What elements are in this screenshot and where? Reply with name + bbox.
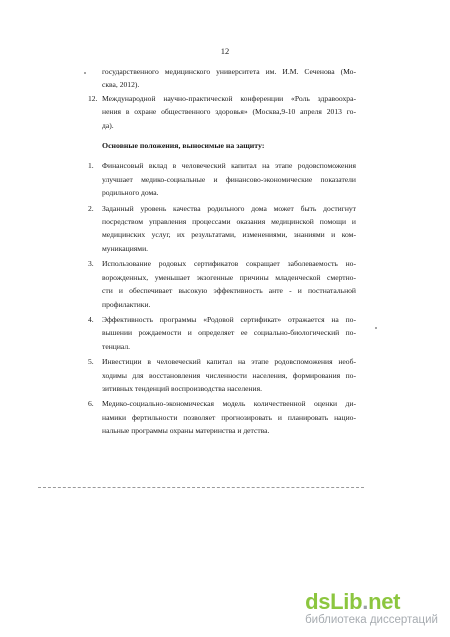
text-line: Использование родовых сертификатов сокращает заболеваемость но-	[102, 259, 356, 269]
text-line: Заданный уровень качества родильного дома может быть достигнут	[102, 203, 356, 213]
reference-item-12	[88, 92, 356, 132]
watermark-logo-main: dsLib	[305, 589, 363, 614]
text-line: ходимы для восстановления численности населения, формирования по-	[102, 370, 356, 380]
item-number: 3.	[88, 259, 94, 269]
page-number: 12	[220, 46, 230, 56]
text-line: сти и обеспечивает высокую эффективность анте - и постнатальной	[102, 286, 356, 296]
text-line: Медико-социально-экономическая модель количественной оценки ди-	[102, 399, 356, 409]
section-heading: Основные положения, выносимые на защиту:	[102, 141, 265, 151]
thesis-list	[88, 159, 356, 437]
text-line: родильного дома.	[102, 188, 159, 198]
text-line: Эффективность программы «Родовой сертификат» отражается на по-	[102, 314, 356, 324]
text-line: государственного медицинского университета им. И.М. Сеченова (Мо-	[102, 67, 356, 76]
text-line: муникациями.	[102, 243, 149, 253]
text-line: улучшает медико-социальные и финансово-экономические показатели	[102, 174, 356, 184]
thesis-item-5	[88, 355, 356, 395]
text-line: профилактики.	[102, 299, 151, 309]
item-number: 4.	[88, 314, 94, 324]
thesis-item-1	[88, 159, 356, 199]
text-line: Инвестиции в человеческий капитал на этапе родовспоможения необ-	[102, 357, 356, 367]
watermark-subtitle: библиотека диссертаций	[305, 614, 438, 626]
text-line: медицинских услуг, их результатами, изменениями, знаниями и ком-	[102, 230, 356, 240]
text-line: зитивных тенденций воспроизводства населения.	[102, 383, 263, 393]
reference-number: 12.	[88, 93, 98, 103]
scan-artifact	[84, 72, 86, 74]
text-line: Международной научно-практической конференции «Роль здравоохра-	[102, 93, 356, 103]
reference-continuation	[88, 65, 356, 92]
item-number: 1.	[88, 161, 94, 171]
watermark-logo-tld: net	[368, 589, 401, 614]
watermark	[305, 591, 438, 627]
text-line: вышении рождаемости и определяет ее социально-биологический по-	[102, 328, 356, 338]
page-divider	[38, 487, 364, 488]
item-number: 2.	[88, 203, 94, 213]
text-line: сква, 2012).	[102, 80, 140, 90]
item-number: 6.	[88, 399, 94, 409]
text-line: нения в охране общественного здоровья» (Москва,9-10 апреля 2013 го-	[102, 107, 356, 117]
text-line: нальные программы охраны материнства и детства.	[102, 426, 270, 436]
document-body	[88, 65, 356, 440]
text-line: посредством управления процессами оказания медицинской помощи и	[102, 217, 356, 227]
text-line: намики фертильности позволяет прогнозировать и планировать нацио-	[102, 412, 356, 422]
thesis-item-4	[88, 313, 356, 353]
watermark-logo-dot: .	[362, 589, 369, 614]
item-number: 5.	[88, 357, 94, 367]
thesis-item-2	[88, 202, 356, 256]
text-line: да).	[102, 120, 114, 130]
text-line: ворожденных, уменьшает экзогенные причины младенческой смертно-	[102, 272, 356, 282]
text-line: тенциал.	[102, 341, 131, 351]
text-line: Финансовый вклад в человеческий капитал на этапе родовспоможения	[102, 161, 356, 171]
thesis-item-3	[88, 257, 356, 311]
scan-artifact	[375, 327, 377, 329]
watermark-logo	[305, 591, 438, 613]
thesis-item-6	[88, 397, 356, 437]
